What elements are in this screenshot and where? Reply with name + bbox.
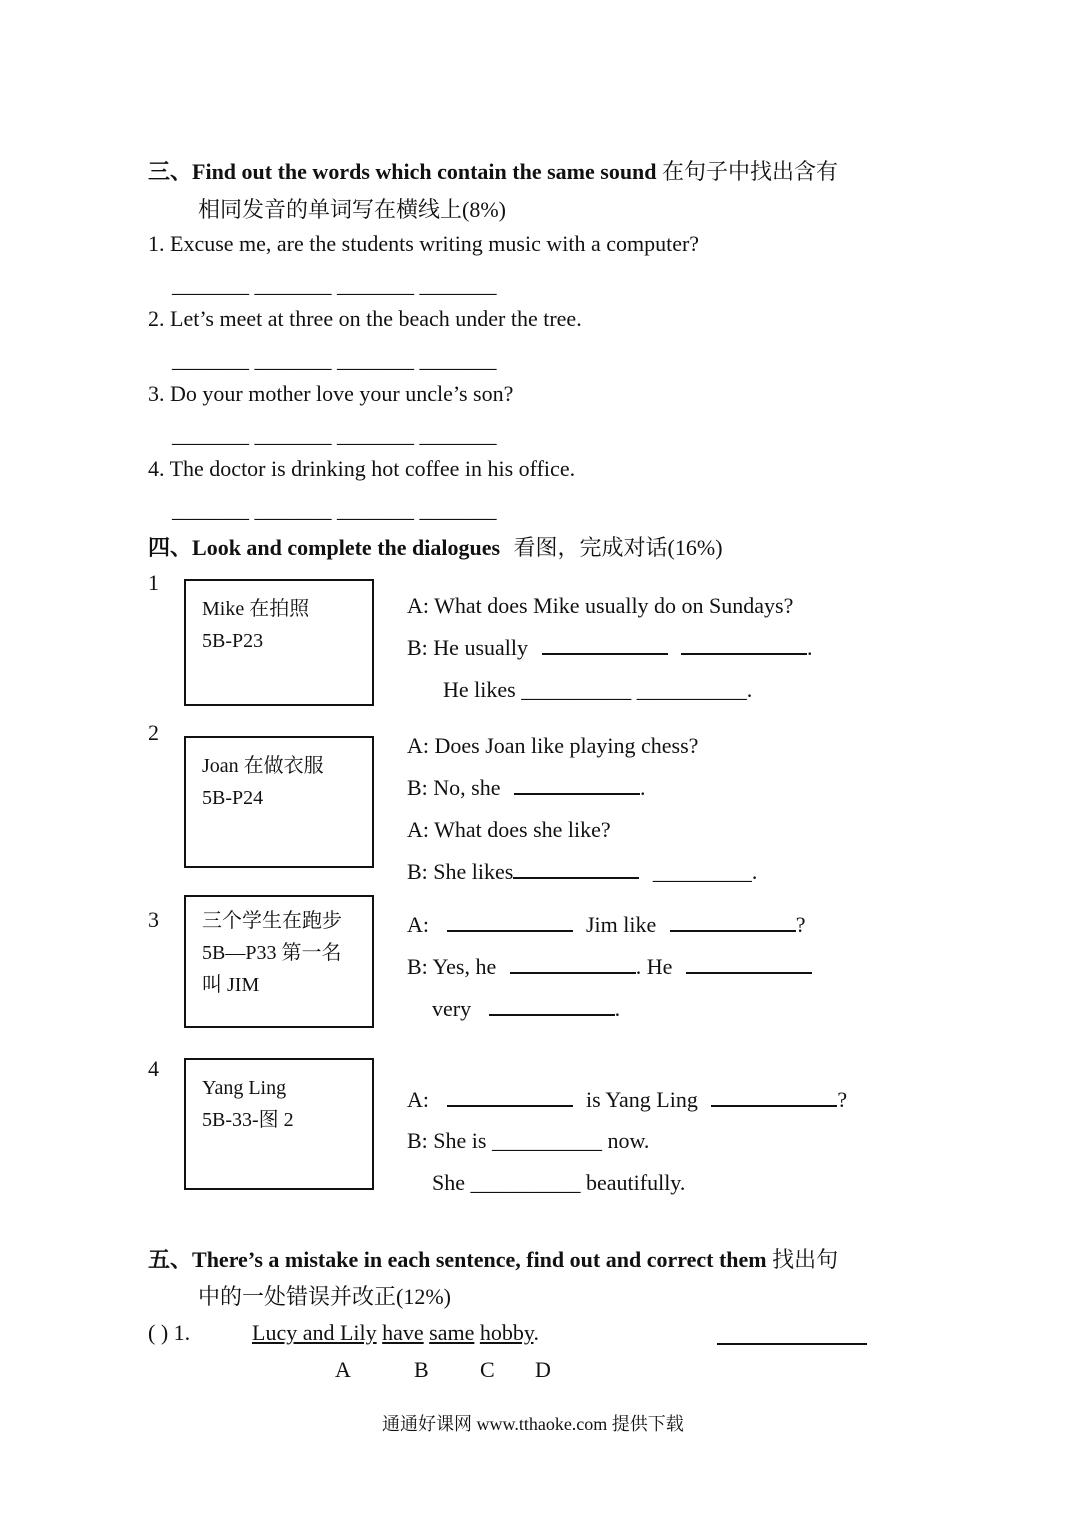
picture-caption: 三个学生在跑步	[202, 910, 342, 932]
option-d-text: hobby	[479, 1320, 534, 1345]
s4-q3-line-c: very .	[432, 996, 621, 1021]
s5-q1-paren[interactable]: ( ) 1.	[148, 1320, 191, 1345]
picture-caption: Mike 在拍照	[202, 598, 310, 620]
section3-heading-cont: 相同发音的单词写在横线上(8%)	[198, 197, 506, 222]
answer-blank[interactable]	[489, 996, 615, 1016]
s3-answer-blanks-4[interactable]: _______ _______ _______ _______	[172, 497, 497, 522]
s4-q3-line-b: B: Yes, he . He	[407, 954, 812, 980]
page-footer: 通通好课网 www.tthaoke.com 提供下载	[382, 1414, 684, 1434]
s3-answer-blanks-2[interactable]: _______ _______ _______ _______	[172, 347, 497, 372]
s3-question-4: 4. The doctor is drinking hot coffee in his office.	[148, 456, 576, 481]
answer-blank[interactable]	[514, 775, 640, 795]
picture-ref: 5B—P33 第一名	[202, 942, 342, 964]
s4-q1-line-c: He likes __________ __________.	[443, 677, 753, 702]
s4-q3-line-a: A: Jim like ?	[407, 912, 806, 937]
answer-blank[interactable]	[711, 1087, 837, 1107]
answer-blank[interactable]	[510, 954, 636, 974]
s4-q2-line-b: B: No, she .	[407, 775, 646, 800]
s3-answer-blanks-1[interactable]: _______ _______ _______ _______	[172, 272, 497, 297]
option-label-a: A	[335, 1357, 351, 1382]
option-label-b: B	[414, 1357, 429, 1382]
s4-q2-line-a: A: Does Joan like playing chess?	[407, 733, 699, 758]
s4-q4-line-c: She __________ beautifully.	[432, 1170, 686, 1195]
s4-q2-line-d: B: She likes _________.	[407, 859, 758, 884]
answer-blank[interactable]	[447, 1087, 573, 1107]
section3-heading: 三、Find out the words which contain the same sound 在句子中找出含有	[148, 159, 839, 184]
section5-heading-cont: 中的一处错误并改正(12%)	[198, 1284, 451, 1309]
answer-blank[interactable]	[686, 954, 812, 974]
s4-q1-line-b: B: He usually .	[407, 635, 813, 660]
s4-q1-line-a: A: What does Mike usually do on Sundays?	[407, 593, 794, 618]
s4-q2-picture-box	[184, 736, 374, 868]
s5-q1-correction-blank[interactable]	[717, 1325, 867, 1345]
option-c-text: same	[429, 1320, 475, 1345]
picture-note: 叫 JIM	[202, 974, 260, 996]
s3-question-2: 2. Let’s meet at three on the beach under the tree.	[148, 306, 582, 331]
s4-q3-picture-box	[184, 895, 374, 1028]
picture-caption: Joan 在做衣服	[202, 755, 324, 777]
picture-ref: 5B-P24	[202, 787, 264, 809]
s5-q1-sentence: Lucy and Lily have same hobby.	[252, 1320, 539, 1345]
option-label-d: D	[535, 1357, 551, 1382]
s3-answer-blanks-3[interactable]: _______ _______ _______ _______	[172, 422, 497, 447]
answer-blank[interactable]	[447, 912, 573, 932]
s4-q3-number: 3	[148, 907, 159, 932]
s4-q4-line-b: B: She is __________ now.	[407, 1128, 650, 1153]
picture-ref: 5B-33-图 2	[202, 1109, 294, 1131]
section5-heading: 五、There’s a mistake in each sentence, find out and correct them 找出句	[148, 1247, 839, 1272]
s4-q4-line-a: A: is Yang Ling ?	[407, 1087, 848, 1112]
answer-blank[interactable]	[670, 912, 796, 932]
s4-q4-picture-box	[184, 1058, 374, 1190]
option-a-text: Lucy and Lily	[252, 1320, 377, 1345]
s4-q1-picture-box	[184, 579, 374, 706]
option-label-c: C	[480, 1357, 495, 1382]
s4-q2-line-c: A: What does she like?	[407, 817, 611, 842]
answer-blank[interactable]	[681, 635, 807, 655]
s3-question-3: 3. Do your mother love your uncle’s son?	[148, 381, 514, 406]
picture-caption: Yang Ling	[202, 1077, 287, 1099]
section4-heading: 四、Look and complete the dialogues 看图，完成对话(16%)	[148, 535, 723, 560]
s4-q4-number: 4	[148, 1056, 159, 1081]
picture-ref: 5B-P23	[202, 630, 264, 652]
answer-blank[interactable]	[513, 859, 639, 879]
s4-q1-number: 1	[148, 570, 159, 595]
option-b-text: have	[382, 1320, 424, 1345]
s4-q2-number: 2	[148, 720, 159, 745]
s3-question-1: 1. Excuse me, are the students writing music with a computer?	[148, 231, 700, 256]
answer-blank[interactable]	[542, 635, 668, 655]
